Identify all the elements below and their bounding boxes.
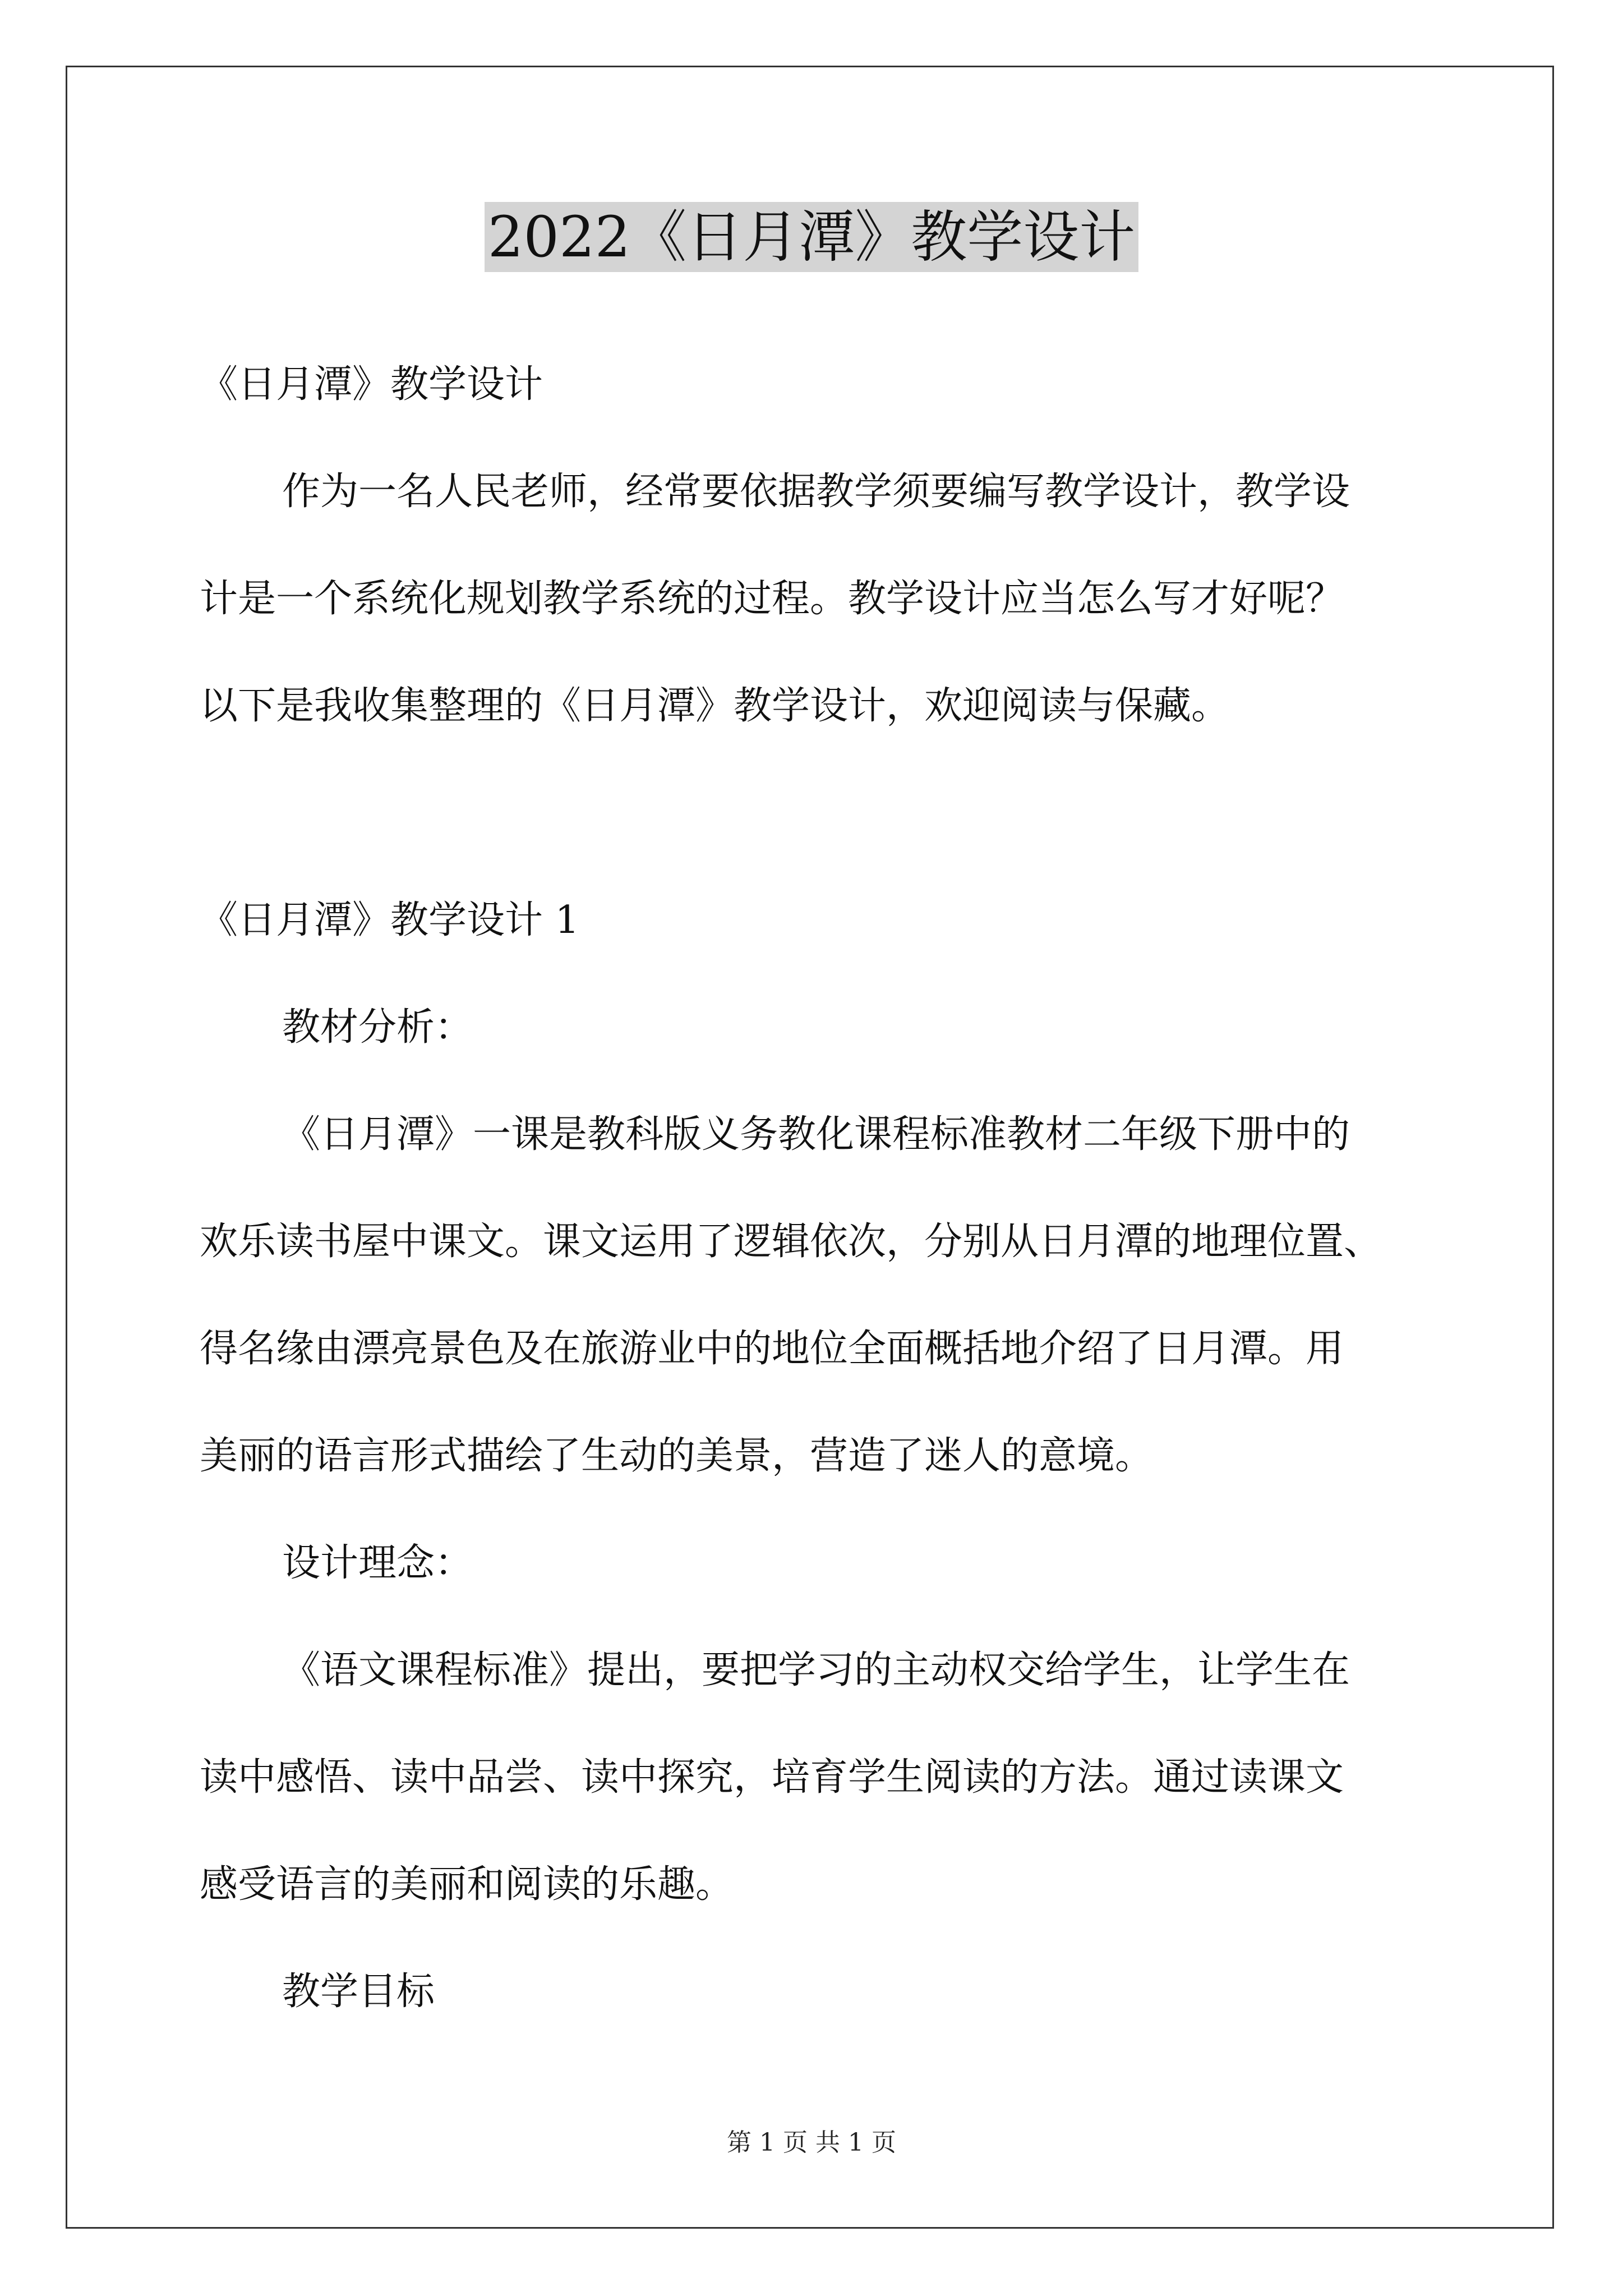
document-title [0,195,1623,279]
analysis-line-3: 得名缘由漂亮景色及在旅游业中的地位全面概括地介绍了日月潭。用 [200,1327,1344,1371]
subtitle-heading: 《日月潭》教学设计 [200,362,543,407]
concept-line-1: 《语文课程标准》提出，要把学习的主动权交给学生，让学生在 [282,1648,1350,1692]
analysis-line-4: 美丽的语言形式描绘了生动的美景，营造了迷人的意境。 [200,1434,1154,1478]
paragraph-gap [200,760,1467,867]
teaching-goals-label: 教学目标 [282,1970,435,2014]
document-body [200,331,1467,2045]
concept-line-2: 读中感悟、读中品尝、读中探究，培育学生阅读的方法。通过读课文 [200,1755,1344,1800]
intro-line-3: 以下是我收集整理的《日月潭》教学设计，欢迎阅读与保藏。 [200,684,1230,728]
design-concept-label: 设计理念： [282,1541,473,1585]
page-footer: 第 1 页 共 1 页 [727,2128,896,2157]
analysis-line-1: 《日月潭》一课是教科版义务教化课程标准教材二年级下册中的 [282,1112,1350,1157]
section-heading-1: 《日月潭》教学设计 1 [200,898,579,942]
intro-line-1: 作为一名人民老师，经常要依据教学须要编写教学设计，教学设 [282,470,1350,514]
intro-line-2: 计是一个系统化规划教学系统的过程。教学设计应当怎么写才好呢？ [200,577,1344,621]
concept-line-3: 感受语言的美丽和阅读的乐趣。 [200,1862,734,1907]
analysis-line-2: 欢乐读书屋中课文。课文运用了逻辑依次，分别从日月潭的地理位置、 [200,1220,1382,1264]
title-text: 2022《日月潭》教学设计 [485,202,1139,272]
textbook-analysis-label: 教材分析： [282,1005,473,1050]
